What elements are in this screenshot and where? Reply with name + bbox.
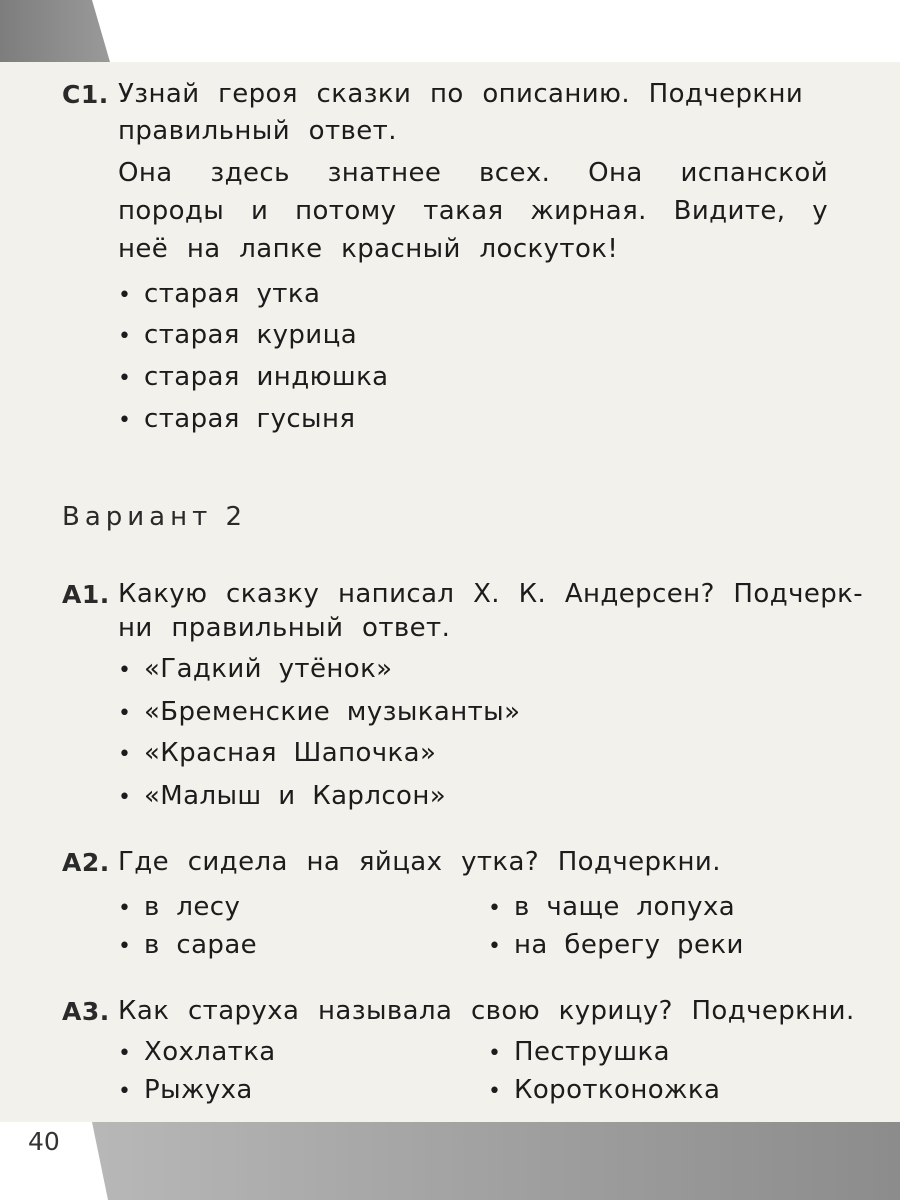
a1-option-4[interactable]	[118, 781, 446, 813]
bullet-icon: •	[118, 1041, 132, 1066]
option-label: старая утка	[144, 279, 321, 309]
option-label: старая индюшка	[144, 362, 389, 392]
a3-option-2[interactable]	[118, 1075, 253, 1107]
bullet-icon: •	[118, 283, 132, 308]
bullet-icon: •	[488, 896, 502, 921]
bullet-icon: •	[118, 742, 132, 767]
option-label: Хохлатка	[144, 1037, 276, 1067]
c1-option-3[interactable]	[118, 362, 389, 394]
bullet-icon: •	[118, 785, 132, 810]
question-a3: Как старуха называла свою курицу? Подчеркни.	[118, 996, 855, 1026]
bullet-icon: •	[118, 934, 132, 959]
option-label: «Красная Шапочка»	[144, 738, 437, 768]
a1-option-3[interactable]	[118, 738, 436, 770]
option-label: старая курица	[144, 320, 358, 350]
question-label-c1: С1.	[62, 80, 109, 109]
option-label: «Гадкий утёнок»	[144, 654, 393, 684]
c1-option-1[interactable]	[118, 279, 320, 311]
option-label: «Бременские музыканты»	[144, 697, 521, 727]
question-label-a2: А2.	[62, 848, 110, 877]
question-label-a3: А3.	[62, 997, 110, 1026]
option-label: в лесу	[144, 892, 241, 922]
a1-option-1[interactable]	[118, 654, 392, 686]
question-a1-line2: ни правильный ответ.	[118, 613, 451, 643]
option-label: «Малыш и Карлсон»	[144, 781, 447, 811]
question-a2: Где сидела на яйцах утка? Подчеркни.	[118, 847, 721, 877]
a2-option-1[interactable]	[118, 892, 240, 924]
c1-option-2[interactable]	[118, 320, 357, 352]
bullet-icon: •	[488, 1079, 502, 1104]
a2-option-2[interactable]	[118, 930, 257, 962]
a3-option-3[interactable]	[488, 1037, 670, 1069]
bullet-icon: •	[118, 408, 132, 433]
option-label: Коротконожка	[514, 1075, 721, 1105]
c1-option-4[interactable]	[118, 404, 355, 436]
question-c1-line1: Узнай героя сказки по описанию. Подчеркни	[118, 79, 804, 109]
option-label: Пеструшка	[514, 1037, 670, 1067]
bullet-icon: •	[488, 1041, 502, 1066]
page-number: 40	[28, 1127, 60, 1156]
option-label: в сарае	[144, 930, 258, 960]
a1-option-2[interactable]	[118, 697, 520, 729]
bullet-icon: •	[488, 934, 502, 959]
question-a1-line1: Какую сказку написал Х. К. Андерсен? Подчерк-	[118, 579, 864, 609]
option-label: на берегу реки	[514, 930, 744, 960]
bullet-icon: •	[118, 658, 132, 683]
bullet-icon: •	[118, 701, 132, 726]
option-label: старая гусыня	[144, 404, 356, 434]
a3-option-4[interactable]	[488, 1075, 720, 1107]
a2-option-3[interactable]	[488, 892, 735, 924]
bullet-icon: •	[118, 366, 132, 391]
bottom-margin-band	[0, 1122, 900, 1200]
bullet-icon: •	[118, 896, 132, 921]
question-c1-line2: правильный ответ.	[118, 116, 397, 146]
variant-title: Вариант 2	[62, 502, 248, 532]
option-label: Рыжуха	[144, 1075, 253, 1105]
bullet-icon: •	[118, 1079, 132, 1104]
bullet-icon: •	[118, 324, 132, 349]
c1-description-paragraph: Она здесь знатнее всех. Она испанской породы и потому такая жирная. Видите, у неё на лапке красный лоскуток!	[118, 158, 828, 264]
question-label-a1: А1.	[62, 580, 110, 609]
a2-option-4[interactable]	[488, 930, 744, 962]
a3-option-1[interactable]	[118, 1037, 276, 1069]
option-label: в чаще лопуха	[514, 892, 736, 922]
